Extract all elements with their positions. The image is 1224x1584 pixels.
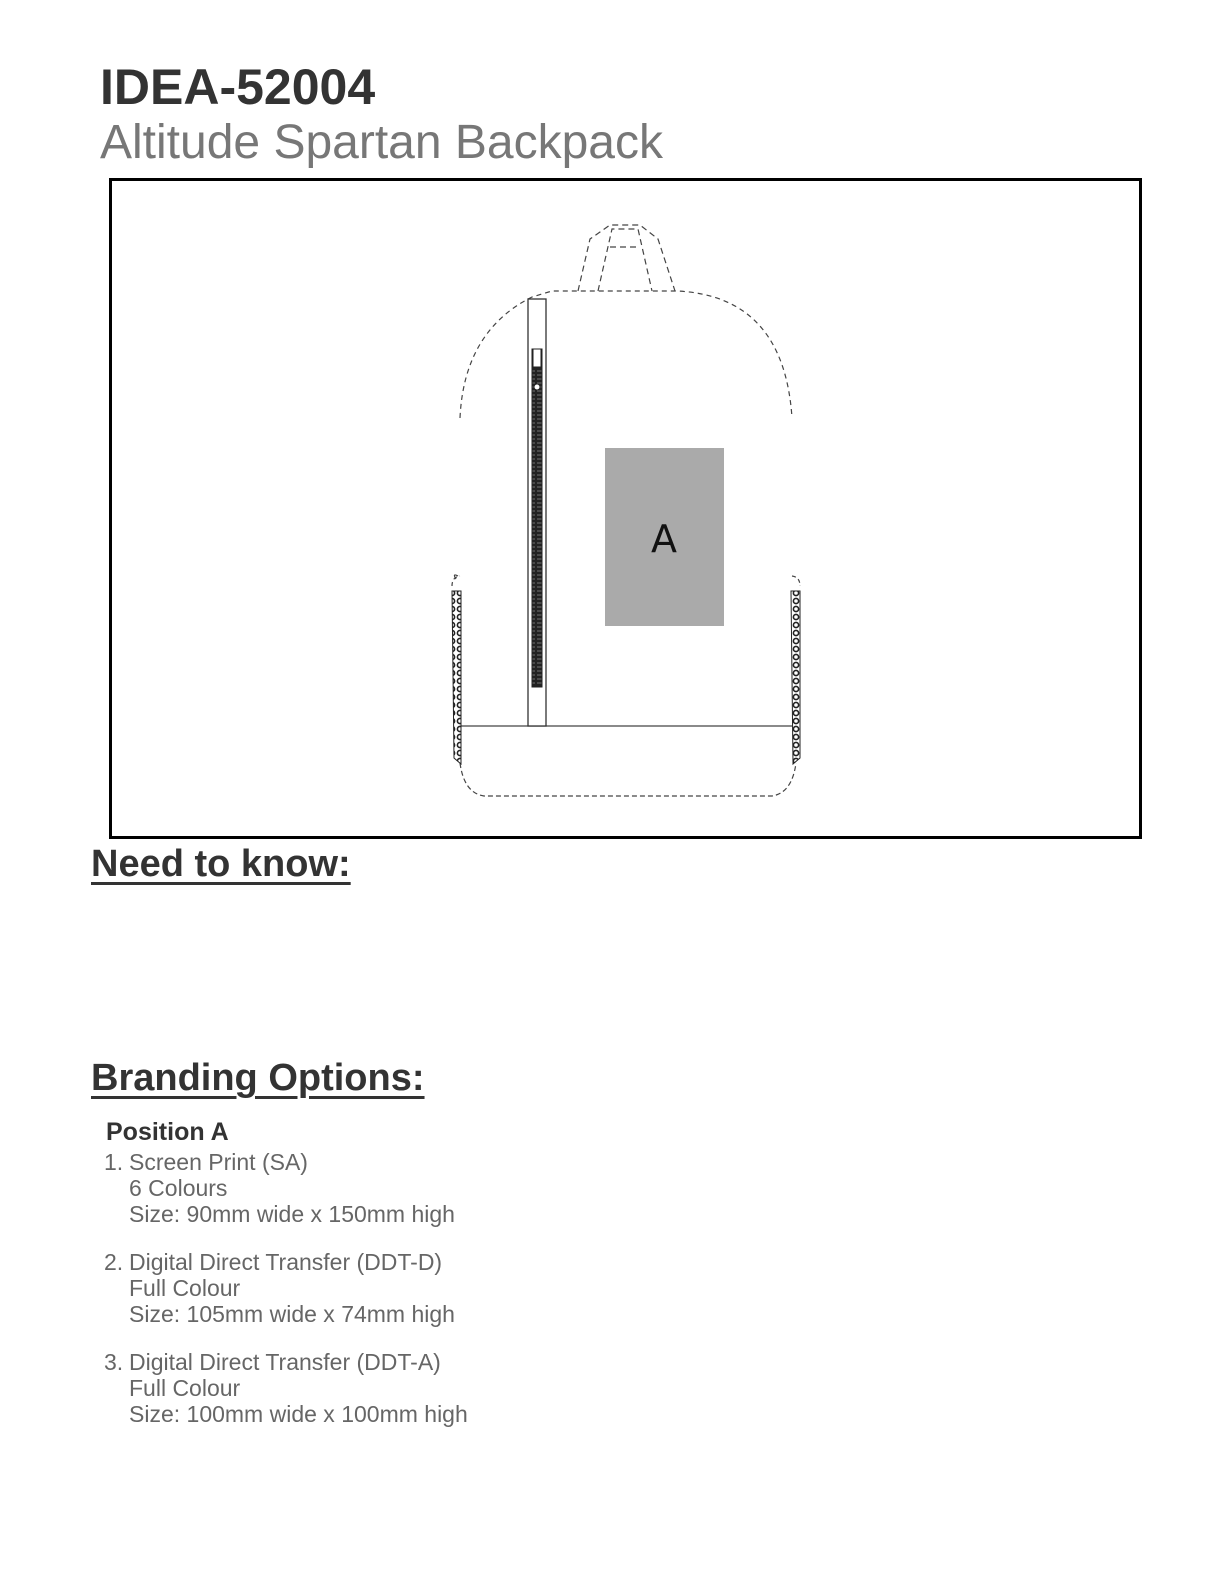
- list-item: [104, 1349, 468, 1427]
- option-method: Screen Print (SA): [129, 1149, 308, 1175]
- option-size: Size: 105mm wide x 74mm high: [129, 1301, 455, 1327]
- left-mesh-pocket: [452, 591, 461, 764]
- print-zone-label: A: [651, 517, 677, 561]
- option-size: Size: 90mm wide x 150mm high: [129, 1201, 455, 1227]
- zipper: [528, 299, 546, 726]
- branding-options-heading: Branding Options:: [91, 1057, 425, 1099]
- option-size: Size: 100mm wide x 100mm high: [129, 1401, 468, 1427]
- right-mesh-pocket: [791, 591, 800, 764]
- option-number: 2.: [104, 1249, 124, 1275]
- option-number: 3.: [104, 1349, 124, 1375]
- option-colours: Full Colour: [129, 1275, 241, 1301]
- top-handle: [578, 225, 675, 291]
- product-name: Altitude Spartan Backpack: [100, 116, 663, 169]
- need-to-know-heading: Need to know:: [91, 843, 351, 885]
- option-number: 1.: [104, 1149, 124, 1175]
- branding-options-list: [104, 1149, 468, 1449]
- option-colours: Full Colour: [129, 1375, 241, 1401]
- backpack-illustration: [112, 181, 1139, 836]
- option-colours: 6 Colours: [129, 1175, 228, 1201]
- list-item: [104, 1149, 468, 1227]
- product-illustration-frame: [109, 178, 1142, 839]
- option-method: Digital Direct Transfer (DDT-A): [129, 1349, 441, 1375]
- list-item: [104, 1249, 468, 1327]
- option-method: Digital Direct Transfer (DDT-D): [129, 1249, 443, 1275]
- product-code: IDEA-52004: [100, 59, 376, 115]
- position-a-title: Position A: [106, 1118, 229, 1146]
